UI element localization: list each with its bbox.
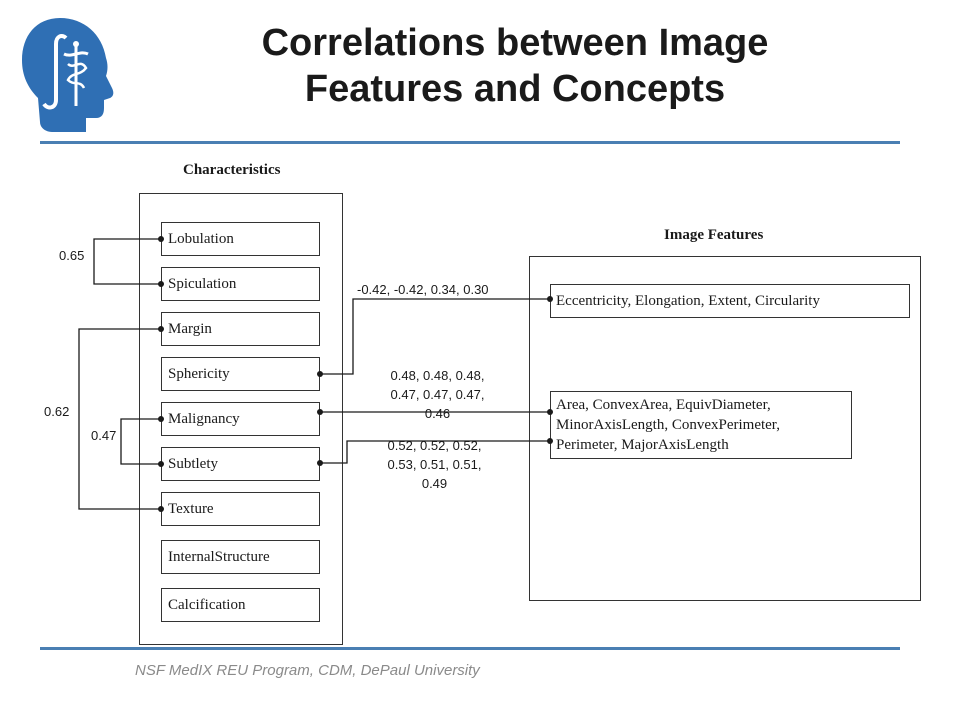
correlation-malignancy-size-line-2: 0.47, 0.47, 0.47, [390, 387, 485, 402]
correlation-margin-texture: 0.62 [44, 404, 70, 419]
correlation-lobulation-spiculation: 0.65 [59, 248, 85, 263]
characteristic-spiculation: Spiculation [161, 267, 320, 301]
correlation-malignancy-size-line-1: 0.48, 0.48, 0.48, [390, 368, 485, 383]
footer-credit: NSF MedIX REU Program, CDM, DePaul University [135, 662, 480, 679]
image-features-heading: Image Features [664, 227, 764, 243]
characteristic-lobulation: Lobulation [161, 222, 320, 256]
feature-size-line-3: Perimeter, MajorAxisLength [556, 437, 729, 453]
characteristics-heading: Characteristics [183, 162, 281, 178]
characteristic-calcification: Calcification [161, 588, 320, 622]
correlation-sphericity-shape: -0.42, -0.42, 0.34, 0.30 [357, 282, 489, 297]
correlation-malignancy-subtlety: 0.47 [91, 428, 117, 443]
title-line-1: Correlations between Image [261, 22, 769, 64]
feature-shape-group: Eccentricity, Elongation, Extent, Circularity [550, 284, 910, 318]
title-line-2: Features and Concepts [304, 68, 726, 110]
correlation-subtlety-size-line-1: 0.52, 0.52, 0.52, [387, 438, 482, 453]
characteristic-internal-structure: InternalStructure [161, 540, 320, 574]
correlation-malignancy-size-line-3: 0.46 [424, 406, 451, 421]
characteristic-texture: Texture [161, 492, 320, 526]
characteristic-subtlety: Subtlety [161, 447, 320, 481]
feature-size-line-2: MinorAxisLength, ConvexPerimeter, [556, 417, 780, 433]
correlation-subtlety-size [372, 436, 497, 493]
correlation-subtlety-size-line-3: 0.49 [421, 476, 448, 491]
characteristic-sphericity: Sphericity [161, 357, 320, 391]
characteristic-margin: Margin [161, 312, 320, 346]
characteristic-malignancy: Malignancy [161, 402, 320, 436]
feature-size-line-1: Area, ConvexArea, EquivDiameter, [556, 397, 771, 413]
correlation-malignancy-size [375, 366, 500, 423]
correlation-subtlety-size-line-2: 0.53, 0.51, 0.51, [387, 457, 482, 472]
